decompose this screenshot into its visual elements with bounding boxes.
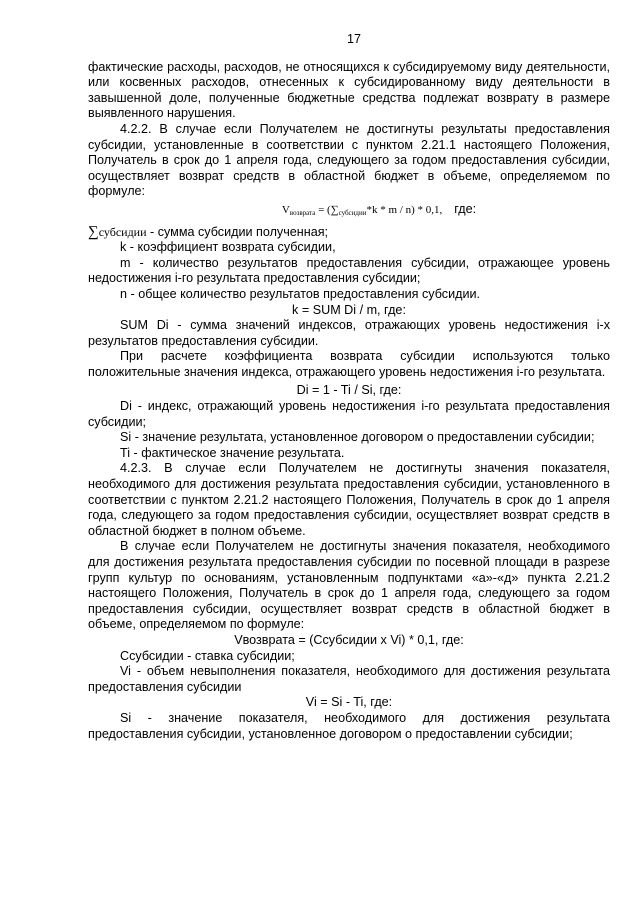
paragraph-positive-index: При расчете коэффициента возврата субсидии используются только положительные значения индекса, отражающего уровень недостижения i-го результата. (88, 349, 610, 379)
formula-return-volume (88, 202, 610, 222)
definition-si-indicator: Si - значение показателя, необходимого для достижения результата предоставления субсидии, установленное договором о предоставлении субсидии; (88, 710, 610, 741)
definition-sum-di: SUM Di - сумма значений индексов, отражающих уровень недостижения i-х результатов предоставления субсидии. (88, 318, 610, 348)
sum-sigma-label: субсидии (98, 224, 147, 239)
paragraph-4-2-3: 4.2.3. В случае если Получателем не достигнуты значения показателя, необходимого для достижения результата предоставления субсидии, установленного в соответствии с пунктом 2.21.2 настоящего Положения, Получатель в срок до 1 апреля года, следующего за годом предоставления субсидии, осуществляет возврат средств в областной бюджет в полном объеме. (88, 461, 610, 538)
definition-c-subsidy: Cсубсидии - ставка субсидии; (120, 648, 295, 663)
definition-vi: Vi - объем невыполнения показателя, необходимого для достижения результата предоставления субсидии (88, 664, 610, 694)
formula-vi: Vi = Si - Ti, где: (305, 695, 393, 710)
definition-sum-subsidy: ∑субсидии - сумма субсидии полученная; (88, 223, 329, 240)
formula-expression: $V_{возврата} = (\sum_{субсидии}*k * m / n) * 0,1$, (281, 203, 443, 217)
paragraph-crop-area: В случае если Получателем не достигнуты значения показателя, необходимого для достижения результата предоставления субсидии по посевной площади в разрезе групп культур по основаниям, установленным подпунктами «а»-«д» пункта 2.21.2 настоящего Положения, Получатель в срок до 1 апреля года, следующего за годом предоставления субсидии, осуществляет возврат средств в областной бюджет в объеме, определяемом по формуле: (88, 539, 610, 632)
formula-v-return: Vвозврата = (Cсубсидии x Vi) * 0,1, где: (234, 632, 464, 647)
formula-where: где: (454, 201, 477, 216)
page-number: 17 (346, 32, 361, 46)
definition-k: k - коэффициент возврата субсидии, (120, 240, 336, 255)
formula-di: Di = 1 - Ti / Si, где: (296, 383, 402, 398)
definition-n: n - общее количество результатов предоставления субсидии. (120, 286, 481, 301)
definition-si: Si - значение результата, установленное договором о предоставлении субсидии; (120, 430, 595, 445)
definition-m: m - количество результатов предоставления субсидии, отражающее уровень недостижения i-го результата предоставления субсидии; (88, 255, 610, 286)
formula-k: k = SUM Di / m, где: (292, 302, 406, 317)
sum-sigma-symbol: ∑ (88, 223, 99, 240)
definition-di: Di - индекс, отражающий уровень недостижения i-го результата предоставления субсидии; (88, 399, 610, 429)
paragraph-4-2-2: 4.2.2. В случае если Получателем не достигнуты результаты предоставления субсидии, установленные в соответствии с пунктом 2.21.1 настоящего Положения, Получатель в срок до 1 апреля года, следующего за годом предоставления субсидии, осуществляет возврат средств в областной бюджет в объеме, определяемом по формуле: (88, 121, 610, 199)
definition-ti: Ti - фактическое значение результата. (120, 445, 345, 460)
paragraph-continuation: фактические расходы, расходов, не относящихся к субсидируемому виду деятельности, или косвенных расходов, отнесенных к субсидированному виду деятельности в завышенной доле, полученные бюджетные средства подлежат возврату в размере выявленного нарушения. (88, 59, 610, 121)
